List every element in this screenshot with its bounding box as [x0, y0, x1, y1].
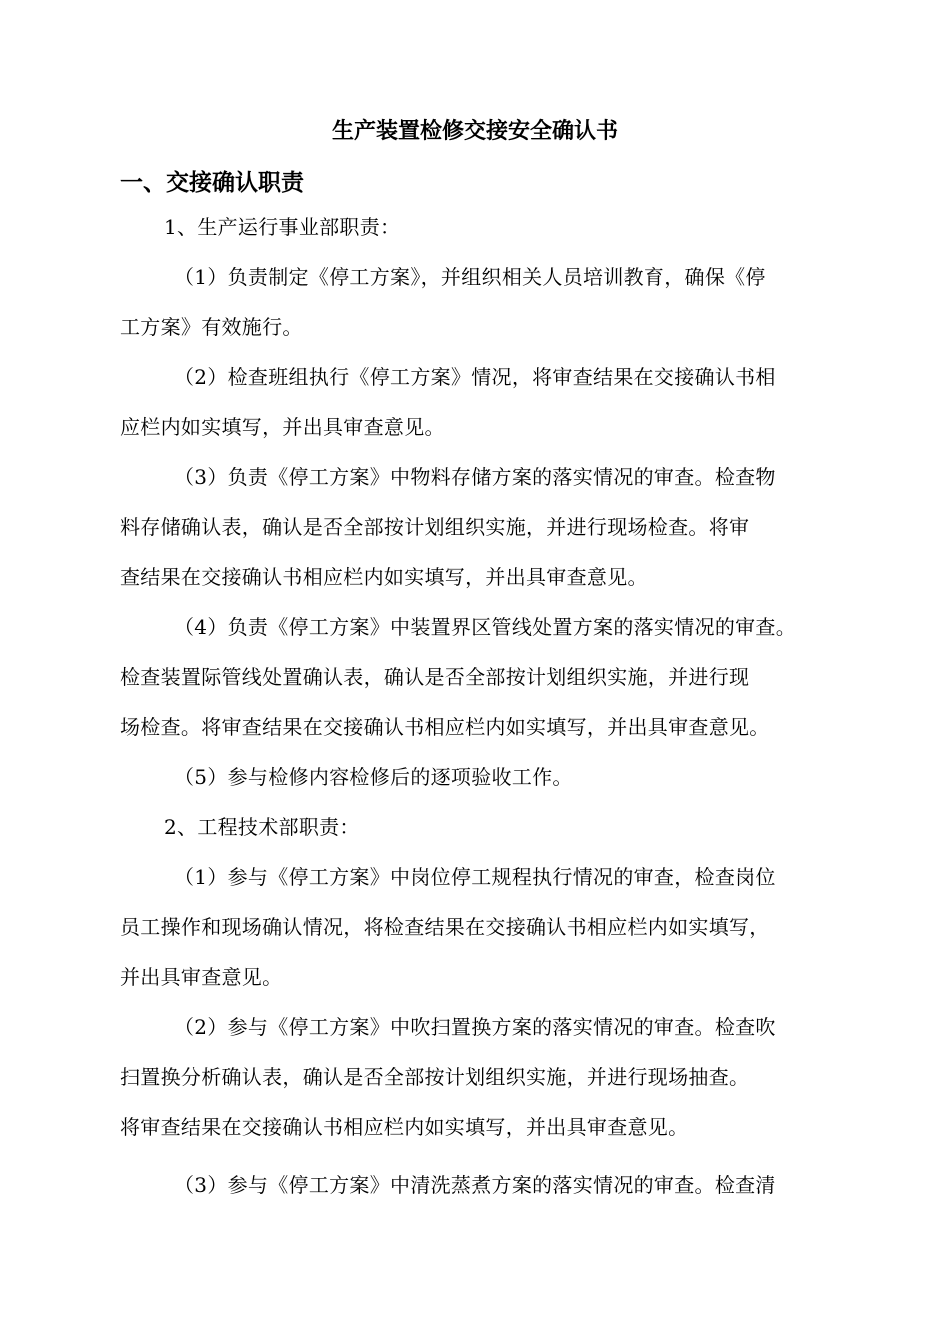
paragraph-line: 查结果在交接确认书相应栏内如实填写，并出具审查意见。 [120, 565, 648, 589]
paragraph-line: （4）负责《停工方案》中装置界区管线处置方案的落实情况的审查。 [174, 615, 797, 639]
paragraph-line: （1）负责制定《停工方案》，并组织相关人员培训教育，确保《停 [174, 265, 766, 289]
paragraph-line: 员工操作和现场确认情况，将检查结果在交接确认书相应栏内如实填写， [120, 915, 770, 939]
paragraph-line: 料存储确认表，确认是否全部按计划组织实施，并进行现场检查。将审 [120, 515, 750, 539]
paragraph-line: （5）参与检修内容检修后的逐项验收工作。 [174, 765, 573, 789]
paragraph-line: 并出具审查意见。 [120, 965, 283, 989]
paragraph-line: 应栏内如实填写，并出具审查意见。 [120, 415, 445, 439]
paragraph-line: 工方案》有效施行。 [120, 315, 303, 339]
paragraph-line: 场检查。将审查结果在交接确认书相应栏内如实填写，并出具审查意见。 [120, 715, 770, 739]
paragraph-line: （1）参与《停工方案》中岗位停工规程执行情况的审查，检查岗位 [174, 865, 776, 889]
paragraph-line: （2）参与《停工方案》中吹扫置换方案的落实情况的审查。检查吹 [174, 1015, 776, 1039]
paragraph-line: （3）参与《停工方案》中清洗蒸煮方案的落实情况的审查。检查清 [174, 1173, 776, 1197]
subsection-heading: 1、生产运行事业部职责： [164, 215, 401, 239]
paragraph-line: 将审查结果在交接确认书相应栏内如实填写，并出具审查意见。 [120, 1115, 689, 1139]
subsection-heading: 2、工程技术部职责： [164, 815, 360, 839]
paragraph-line: （3）负责《停工方案》中物料存储方案的落实情况的审查。检查物 [174, 465, 776, 489]
paragraph-line: 检查装置际管线处置确认表，确认是否全部按计划组织实施，并进行现 [120, 665, 750, 689]
paragraph-line: （2）检查班组执行《停工方案》情况，将审查结果在交接确认书相 [174, 365, 776, 389]
document-title: 生产装置检修交接安全确认书 [331, 118, 618, 144]
paragraph-line: 扫置换分析确认表，确认是否全部按计划组织实施，并进行现场抽查。 [120, 1065, 750, 1089]
section-heading-1: 一、交接确认职责 [120, 169, 304, 196]
